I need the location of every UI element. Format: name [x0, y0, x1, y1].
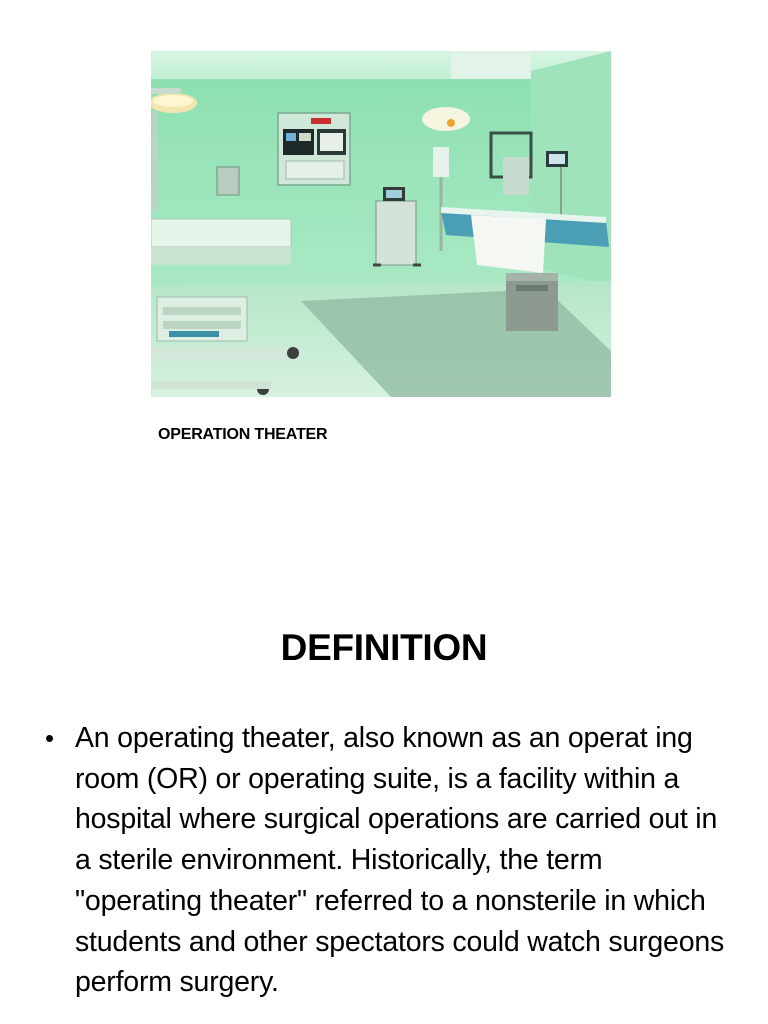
- photo-caption: OPERATION THEATER: [158, 426, 328, 443]
- operation-theater-photo: [151, 51, 611, 397]
- definition-bullet-item: [45, 718, 735, 1003]
- bullet-marker: •: [45, 723, 54, 753]
- definition-bullet-list: [45, 718, 735, 1003]
- definition-text: An operating theater, also known as an operat ing room (OR) or operating suite, is a facility within a hospital where surgical operations are carried out in a sterile environment. Historically, the term "operating theater" referred to a nonsterile in which students and other spectators could watch surgeons perform surgery.: [75, 722, 725, 999]
- section-heading: DEFINITION: [280, 627, 488, 668]
